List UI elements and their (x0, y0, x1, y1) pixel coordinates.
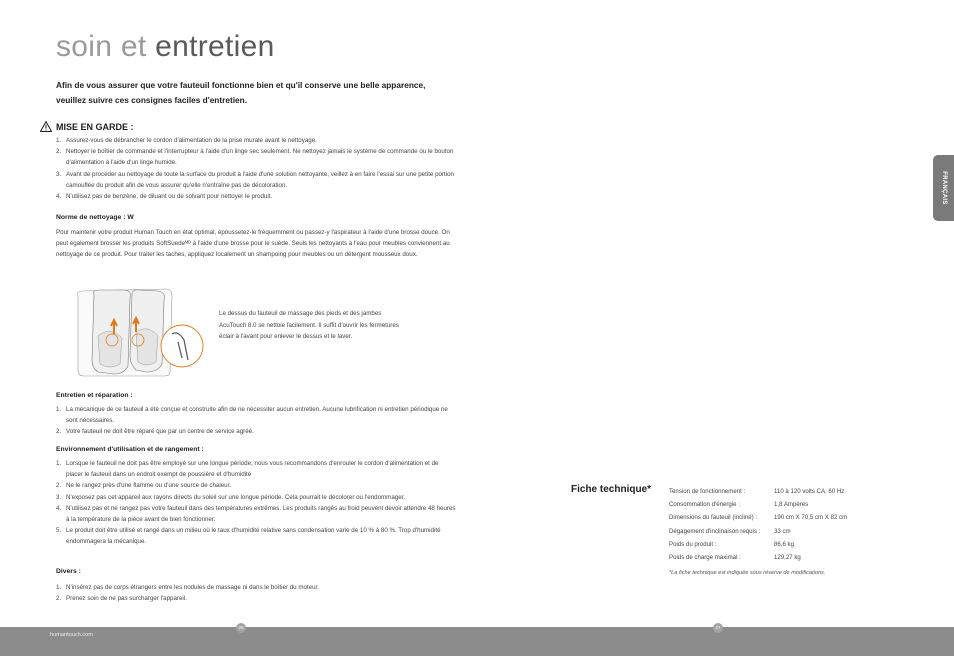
list-item-text: Prenez soin de ne pas surcharger l'appareil. (66, 595, 187, 603)
spec-value: 129,27 kg (774, 554, 801, 562)
spec-label: Dégagement d'inclinaison requis : (669, 527, 761, 535)
list-item (56, 582, 456, 593)
list-item-number: 1. (56, 137, 62, 144)
list-item-text: Lorsque le fauteuil ne doit pas être employé sur une longue période, nous vous recommandons d'enrouler le cordon d'alimentation et de placer le fauteuil dans un endroit exempt de poussière et d'humidité (66, 460, 439, 479)
list-item-text: Avant de procéder au nettoyage de toute la surface du produit à l'aide d'une solution nettoyante, veillez à en faire l'essai sur une petite portion camouflée du produit afin de vous assurer qu'elle n'entraîne pas de décoloration. (66, 170, 454, 189)
list-item (56, 525, 456, 547)
list-item (56, 480, 456, 491)
list-item (56, 169, 456, 191)
footrest-illustration (74, 286, 204, 378)
list-item (56, 503, 456, 525)
list-item-number: 2. (56, 148, 62, 156)
list-item-number: 2. (56, 428, 62, 436)
list-item (56, 191, 456, 202)
warning-icon (40, 121, 52, 132)
footer-bar (0, 627, 954, 656)
page-number-left: 26 (236, 623, 246, 633)
list-item-text: N'utilisez pas de benzène, de diluant ou de solvant pour nettoyer le produit. (66, 193, 273, 201)
spec-table (669, 485, 899, 564)
language-tab (933, 155, 954, 221)
list-item-number: 3. (56, 493, 62, 501)
list-item (56, 458, 456, 480)
spec-label: Poids de charge maximal : (669, 554, 741, 562)
list-item-text: La mécanique de ce fauteuil a été conçue et construite afin de ne nécessiter aucun entretien. Aucune lubrification ni entretien périodique ne sont nécessaires. (66, 406, 448, 425)
spec-label: Consommation d'énergie : (669, 501, 740, 509)
fiche-heading: Fiche technique* (571, 484, 652, 495)
page-title (56, 30, 275, 64)
list-item (56, 146, 456, 168)
list-item-text: N'insérez pas de corps étrangers entre les nodules de massage ni dans le boîtier du moteur. (66, 584, 319, 591)
list-item (56, 135, 456, 146)
norme-heading: Norme de nettoyage : W (56, 214, 134, 221)
title-part-2: entretien (155, 30, 275, 63)
list-item-number: 4. (56, 504, 62, 512)
spec-label: Tension de fonctionnement : (669, 488, 746, 496)
list-item-number: 2. (56, 482, 62, 490)
list-item-text: N'utilisez pas et ne rangez pas votre fauteuil dans des températures extrêmes. Les produits rangés au froid peuvent devoir attendre 48 heures à la température de la pièce avant de bien fonctionner. (66, 504, 456, 524)
spec-row (669, 498, 899, 511)
list-item-number: 1. (56, 460, 62, 467)
figure-caption: Le dessus du fauteuil de massage des pieds et des jambes AcuTouch 8.0 se nettoie facilement. Il suffit d'ouvrir les fermetures éclair à l'avant pour enlever le dessus et le laver. (219, 310, 399, 340)
list-item-text: N'exposez pas cet appareil aux rayons directs du soleil sur une longue période. Cela pourrait le décolorer ou l'endommager. (66, 493, 406, 501)
list-item-text: Assurez-vous de débrancher le cordon d'alimentation de la prise murale avant le nettoyage. (66, 137, 317, 144)
entretien-heading: Entretien et réparation : (56, 392, 133, 399)
intro-text: Afin de vous assurer que votre fauteuil fonctionne bien et qu'il conserve une belle apparence, veuillez suivre ces consignes faciles d'entretien. (56, 80, 426, 105)
language-tab-label: FRANÇAIS (940, 171, 947, 205)
list-item (56, 593, 456, 604)
spec-row (669, 538, 899, 551)
list-item-text: Nettoyer le boîtier de commande et l'interrupteur à l'aide d'un linge sec seulement. Ne nettoyez jamais le système de commande ou le bouton d'alimentation à l'aide d'un linge humide. (66, 148, 454, 167)
list-item-number: 2. (56, 595, 62, 603)
list-item-text: Votre fauteuil ne doit être réparé que par un centre de service agréé. (66, 428, 254, 436)
title-part-1: soin et (56, 30, 147, 63)
list-item-number: 4. (56, 193, 62, 201)
spec-value: 33 cm (774, 527, 791, 535)
list-item-number: 1. (56, 584, 62, 591)
spec-value: 1,8 Ampères (774, 501, 809, 509)
list-item-number: 5. (56, 527, 62, 535)
spec-label: Dimensions du fauteuil (incliné) : (669, 514, 758, 522)
spec-value: 86,6 kg (774, 540, 794, 548)
norme-text: Pour maintenir votre produit Human Touch en état optimal, époussetez-le fréquemment ou passez-y l'aspirateur à l'aide d'une brosse douce. On peut également brosser les produits SoftSuedeᴹᴰ à l'aide d'une brosse pour le suède. Seuls les nettoyants à l'eau pour meubles conviennent au nettoyage de ce produit. Pour traiter les taches, appliquez localement un shampoing pour meubles ou un détergent mousseux doux. (56, 229, 450, 259)
list-item-number: 3. (56, 170, 62, 178)
list-item-text: Le produit doit être utilisé et rangé dans un milieu où le taux d'humidité relative sans condensation varie de 10 % à 80 %. Trop d'humidité endommagera la mécanique. (66, 527, 441, 546)
spec-value: 110 à 120 volts CA, 60 Hz (774, 488, 845, 496)
footer-site: humantouch.com (50, 632, 93, 638)
list-item (56, 492, 456, 503)
divers-list (56, 582, 456, 604)
list-item (56, 426, 456, 437)
spec-row (669, 485, 899, 498)
warning-list (56, 135, 456, 202)
spec-row (669, 551, 899, 564)
list-item-number: 1. (56, 406, 62, 413)
page-number-right: 27 (713, 623, 723, 633)
list-item-text: Ne le rangez près d'une flamme ou d'une source de chaleur. (66, 482, 232, 490)
spec-value: 190 cm X 70,5 cm X 82 cm (774, 514, 848, 522)
spec-label: Poids du produit : (669, 540, 717, 548)
environnement-heading: Environnement d'utilisation et de rangement : (56, 446, 204, 453)
spec-note: *La fiche technique est indiquée sous réserve de modifications. (669, 570, 826, 576)
warning-heading-text: MISE EN GARDE : (56, 121, 134, 132)
spec-row (669, 525, 899, 538)
spec-row (669, 511, 899, 524)
environnement-list (56, 458, 456, 548)
divers-heading: Divers : (56, 568, 81, 575)
warning-heading (40, 121, 134, 132)
entretien-list (56, 404, 456, 438)
list-item (56, 404, 456, 426)
